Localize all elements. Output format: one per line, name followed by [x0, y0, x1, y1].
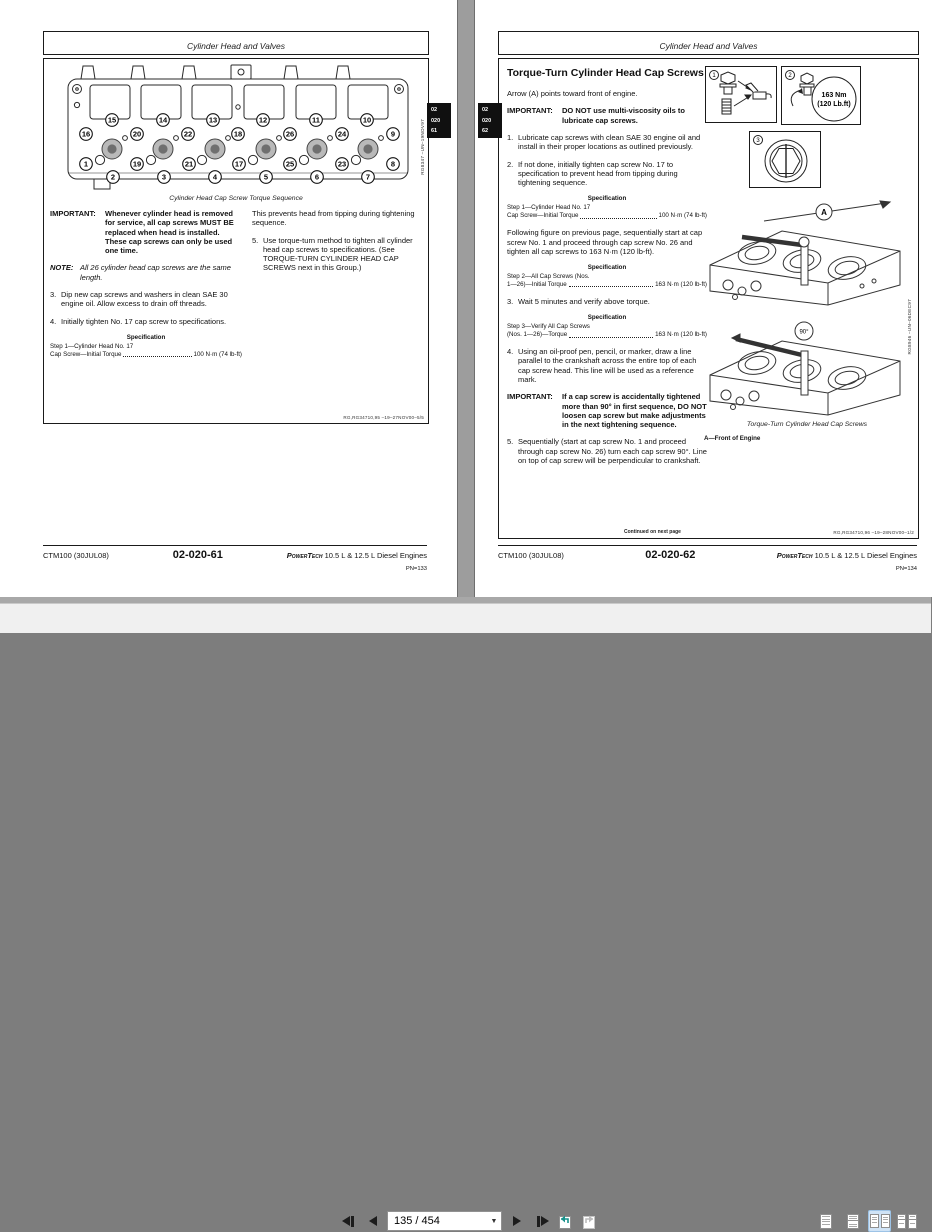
torque-seq-number: 2	[110, 172, 116, 182]
last-page-button[interactable]	[532, 1210, 554, 1232]
step-5r: 5. Sequentially (start at cap screw No. 1 and proceed through cap screw No. 26) turn each cap screw 90°. Line on top of cap screw will be perpendicular to crankshaft.	[507, 437, 707, 465]
spec-1: Specification Step 1—Cylinder Head No. 17 Cap Screw—Initial Torque 100 N·m (74 lb-ft)	[507, 195, 707, 220]
torque-seq-number: 5	[263, 172, 269, 182]
col2-paragraph: This prevents head from tipping during tightening sequence.	[252, 209, 415, 228]
page-number-input[interactable]	[388, 1215, 487, 1227]
para-arrow: Arrow (A) points toward front of engine.	[507, 89, 638, 99]
important-label: IMPORTANT:	[50, 209, 96, 218]
step-1: 1. Lubricate cap screws with clean SAE 30 engine oil and install in their proper locations as outlined previously.	[507, 132, 701, 152]
torque-seq-number: 4	[212, 172, 218, 182]
continued-note: Continued on next page	[624, 529, 681, 535]
next-page-icon	[513, 1216, 521, 1226]
left-footer: CTM100 (30JUL08) 02-020-61 PowerTech 10.5 L & 12.5 L Diesel Engines	[43, 549, 427, 561]
brand-name: PowerTech	[286, 551, 323, 560]
engine-illustration-top	[702, 191, 912, 309]
figure-mark-box	[749, 131, 821, 188]
page-code: 02-020-62	[645, 549, 696, 561]
figure-lubricate-box	[705, 66, 777, 123]
right-footer-rule	[498, 545, 917, 546]
layout-continuous-facing-button[interactable]	[895, 1210, 918, 1232]
right-page-header-box	[498, 31, 919, 55]
left-running-title: Cylinder Head and Valves	[187, 41, 285, 51]
manual-id: CTM100 (30JUL08)	[43, 551, 109, 560]
left-figure-code: RG8347 –UN–19NOV97	[420, 119, 425, 175]
cylinder-head-torque-diagram	[60, 63, 420, 203]
step-2: 2. If not done, initially tighten cap screw No. 17 to specification to prevent head from tipping during tightening sequence.	[507, 159, 678, 188]
torque-seq-number: 25	[285, 159, 295, 169]
torque-seq-number: 21	[184, 159, 194, 169]
left-page-text	[50, 209, 422, 367]
previous-page-icon	[369, 1216, 377, 1226]
torque-seq-number: 12	[258, 115, 268, 125]
continuous-facing-icon	[897, 1214, 917, 1229]
right-page-text	[507, 67, 707, 473]
figure-legend: A—Front of Engine	[704, 435, 761, 442]
right-footer: CTM100 (30JUL08) 02-020-62 PowerTech 10.5 L & 12.5 L Diesel Engines	[498, 549, 917, 561]
first-page-button[interactable]	[337, 1210, 359, 1232]
torque-seq-number: 16	[81, 129, 91, 139]
first-page-icon	[342, 1216, 350, 1226]
step-4: 4. Initially tighten No. 17 cap screw to specifications.	[50, 316, 227, 326]
note-label: NOTE:	[50, 263, 74, 273]
layout-single-page-button[interactable]	[814, 1210, 837, 1232]
important-1: IMPORTANT: DO NOT use multi-viscosity oils to lubricate cap screws.	[507, 106, 685, 125]
page-code: 02-020-61	[172, 549, 223, 561]
torque-seq-number: 18	[233, 129, 243, 139]
left-pn-number: PN=133	[405, 566, 427, 572]
left-figure-caption: Cylinder Head Cap Screw Torque Sequence	[169, 195, 303, 202]
torque-seq-number: 9	[390, 129, 396, 139]
specification-block: Specification Step 1—Cylinder Head No. 17 Cap Screw—Initial Torque 100 N·m (74 lb-ft)	[50, 333, 242, 358]
previous-view-icon	[556, 1212, 574, 1230]
svg-text:2: 2	[788, 73, 792, 80]
step-3r: 3. Wait 5 minutes and verify above torque.	[507, 296, 650, 306]
next-view-button[interactable]	[579, 1210, 599, 1232]
left-page-content-box	[43, 58, 429, 424]
dotted-leader	[569, 337, 653, 338]
page-number-box[interactable]	[387, 1211, 502, 1231]
next-page-button[interactable]	[508, 1210, 526, 1232]
left-doc-code: RG,RG34710,95 –19–27NOV00–5/5	[343, 415, 424, 420]
right-section-tab: 02 020 62	[478, 103, 502, 138]
svg-text:163 Nm: 163 Nm	[821, 92, 847, 99]
left-page-header-box	[43, 31, 429, 55]
continuous-icon	[847, 1214, 859, 1229]
torque-seq-number: 3	[161, 172, 167, 182]
svg-text:3: 3	[756, 138, 760, 145]
important-text: Whenever cylinder head is removed for service, all cap screws MUST BE replaced when head is installed. These cap screws can only be used one time.	[105, 209, 234, 256]
note-block	[50, 263, 242, 282]
para-sequence: Following figure on previous page, sequentially start at cap screw No. 1 and proceed through cap screw No. 26 and tighten all cap screws to 163 N·m (120 lb-ft).	[507, 228, 703, 256]
manual-id: CTM100 (30JUL08)	[498, 551, 564, 560]
dotted-leader	[580, 218, 656, 219]
torque-seq-number: 15	[107, 115, 117, 125]
note-text: All 26 cylinder head cap screws are the same length.	[80, 263, 231, 282]
torque-seq-number: 17	[234, 159, 244, 169]
document-page-left	[0, 0, 458, 597]
viewer-toolbar	[0, 603, 931, 1225]
torque-seq-number: 6	[314, 172, 320, 182]
dotted-leader	[123, 356, 191, 357]
right-pn-number: PN=134	[895, 566, 917, 572]
next-view-icon	[580, 1212, 598, 1230]
torque-seq-number: 8	[390, 159, 396, 169]
torque-seq-number: 22	[183, 129, 193, 139]
right-doc-code: RG,RG34710,96 –19–28NOV00–1/2	[833, 530, 914, 535]
document-page-right	[474, 0, 932, 597]
torque-seq-number: 14	[158, 115, 168, 125]
torque-seq-number: 23	[337, 159, 347, 169]
step-3: 3. Dip new cap screws and washers in clean SAE 30 engine oil. Allow excess to drain off threads.	[50, 290, 228, 309]
dotted-leader	[569, 286, 653, 287]
figure-torque-box	[781, 66, 861, 125]
single-page-icon	[820, 1214, 832, 1229]
previous-page-button[interactable]	[364, 1210, 382, 1232]
important-2: IMPORTANT: If a cap screw is accidentally tightened more than 90° in first sequence, DO NOT loosen cap screw but make adjustments in the next tightening sequence.	[507, 392, 707, 430]
right-running-title: Cylinder Head and Valves	[659, 41, 758, 51]
important-block	[50, 209, 242, 255]
layout-facing-button[interactable]	[868, 1210, 891, 1232]
svg-text:90°: 90°	[799, 329, 809, 336]
right-figure-caption: Torque-Turn Cylinder Head Cap Screws	[746, 421, 868, 428]
left-footer-rule	[43, 545, 427, 546]
spec-3: Specification Step 3—Verify All Cap Screws (Nos. 1—26)—Torque 163 N·m (120 lb-ft)	[507, 314, 707, 338]
torque-seq-number: 19	[132, 159, 142, 169]
last-page-icon	[541, 1216, 549, 1226]
svg-text:(120 Lb.ft): (120 Lb.ft)	[817, 101, 851, 108]
page-gap	[458, 0, 474, 597]
chevron-down-icon[interactable]: ▼	[490, 1217, 498, 1225]
left-section-tab: 02 020 61	[427, 103, 451, 138]
torque-seq-number: 13	[208, 115, 218, 125]
brand-name: PowerTech	[776, 551, 813, 560]
engine-illustration-bottom	[702, 311, 912, 423]
right-page-content-box	[498, 58, 919, 539]
torque-seq-number: 1	[83, 159, 89, 169]
section-title: Torque-Turn Cylinder Head Cap Screws	[507, 67, 704, 79]
torque-seq-number: 24	[337, 129, 347, 139]
svg-text:A: A	[821, 208, 827, 217]
torque-seq-number: 11	[312, 115, 320, 125]
layout-continuous-button[interactable]	[841, 1210, 864, 1232]
spec-2: Specification Step 2—All Cap Screws (Nos. 1—26)—Initial Torque 163 N·m (120 lb-ft)	[507, 264, 707, 288]
torque-seq-number: 10	[362, 115, 372, 125]
facing-pages-icon	[870, 1214, 890, 1228]
torque-seq-number: 20	[132, 129, 142, 139]
svg-text:1: 1	[712, 73, 716, 80]
previous-view-button[interactable]	[555, 1210, 575, 1232]
torque-seq-number: 7	[365, 172, 371, 182]
step-4r: 4. Using an oil-proof pen, pencil, or marker, draw a line parallel to the crankshaft across the entire top of each cap screw head. This line will be used as a reference mark.	[507, 347, 697, 384]
right-figure-code: RG8946 –UN–06DEC97	[907, 299, 912, 355]
step-5: 5. Use torque-turn method to tighten all cylinder head cap screws to specifications. (See TORQUE-TURN CYLINDER HEAD CAP SCREWS next in this Group.)	[252, 235, 413, 273]
torque-seq-number: 26	[285, 129, 295, 139]
